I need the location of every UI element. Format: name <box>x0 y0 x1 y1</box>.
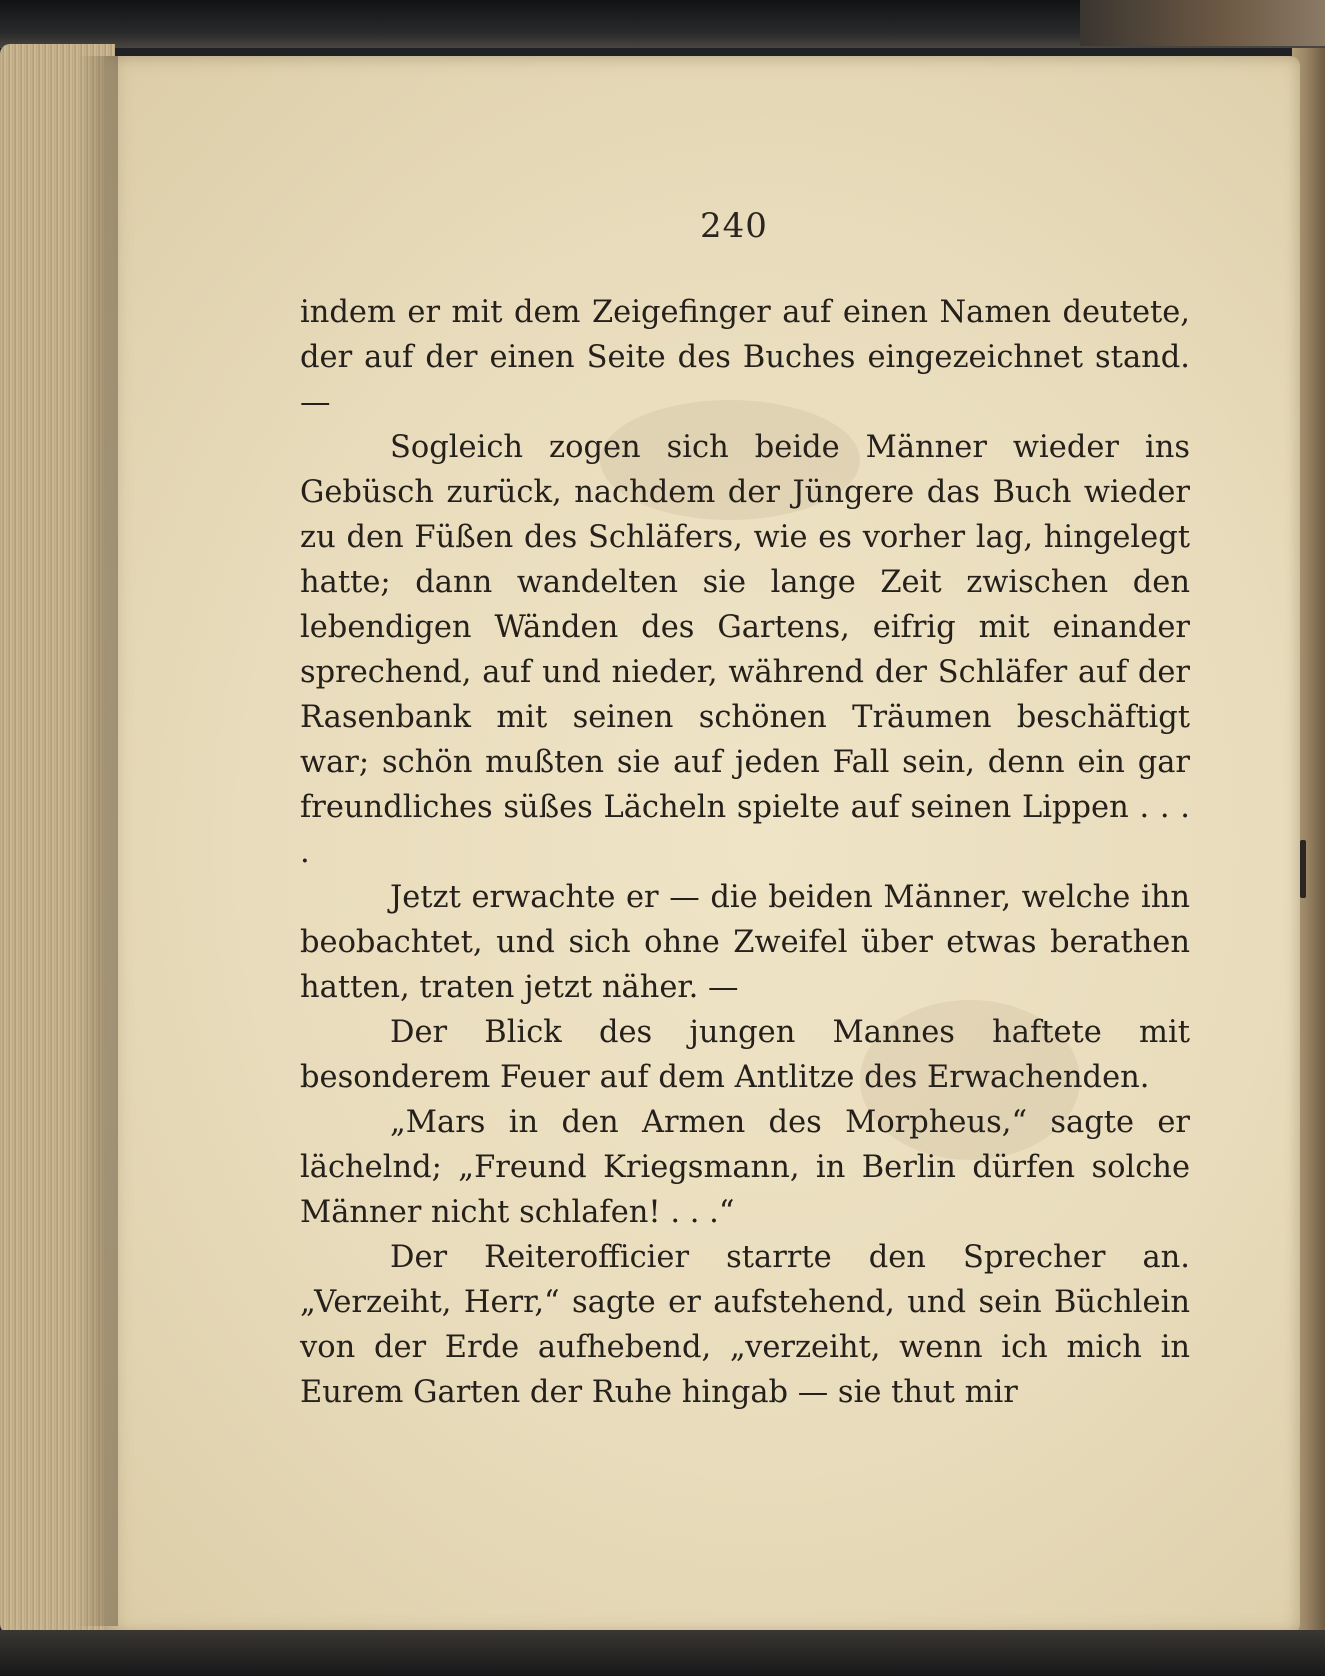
binding-mark <box>1300 840 1306 898</box>
paragraph: „Mars in den Armen des Morpheus,“ sagte er lächelnd; „Freund Kriegsmann, in Berlin dürfen solche Männer nicht schlafen! . . .“ <box>300 1105 1190 1230</box>
paragraph: Sogleich zogen sich beide Männer wieder ins Gebüsch zurück, nachdem der Jüngere das Buch wieder zu den Füßen des Schläfers, wie es vorher lag, hingelegt hatte; dann wandelten sie lange Zeit zwischen den lebendigen Wänden des Gartens, eifrig mit einander sprechend, auf und nieder, während der Schläfer auf der Rasenbank mit seinen schönen Träumen beschäftigt war; schön mußten sie auf jeden Fall sein, denn ein gar freundliches süßes Lächeln spielte auf seinen Lippen . . . . <box>300 430 1190 870</box>
gutter-shadow <box>78 56 118 1626</box>
paragraph: indem er mit dem Zeigefinger auf einen Namen deutete, der auf der einen Seite des Buches eingezeichnet stand. — <box>300 295 1190 420</box>
paragraph: Jetzt erwachte er — die beiden Männer, welche ihn beobachtet, und sich ohne Zweifel über etwas berathen hatten, traten jetzt näher. — <box>300 880 1190 1005</box>
page-number: 240 <box>700 206 768 246</box>
body-text <box>300 290 1190 1415</box>
bottom-edge <box>0 1630 1325 1676</box>
paragraph: Der Blick des jungen Mannes haftete mit besonderem Feuer auf dem Antlitze des Erwachenden. <box>300 1015 1190 1095</box>
paragraph: Der Reiterofficier starrte den Sprecher an. „Verzeiht, Herr,“ sagte er aufstehend, und sein Büchlein von der Erde aufhebend, „verzeiht, wenn ich mich in Eurem Garten der Ruhe hingab — sie thut mir <box>300 1240 1190 1410</box>
cover-corner <box>1080 0 1325 46</box>
